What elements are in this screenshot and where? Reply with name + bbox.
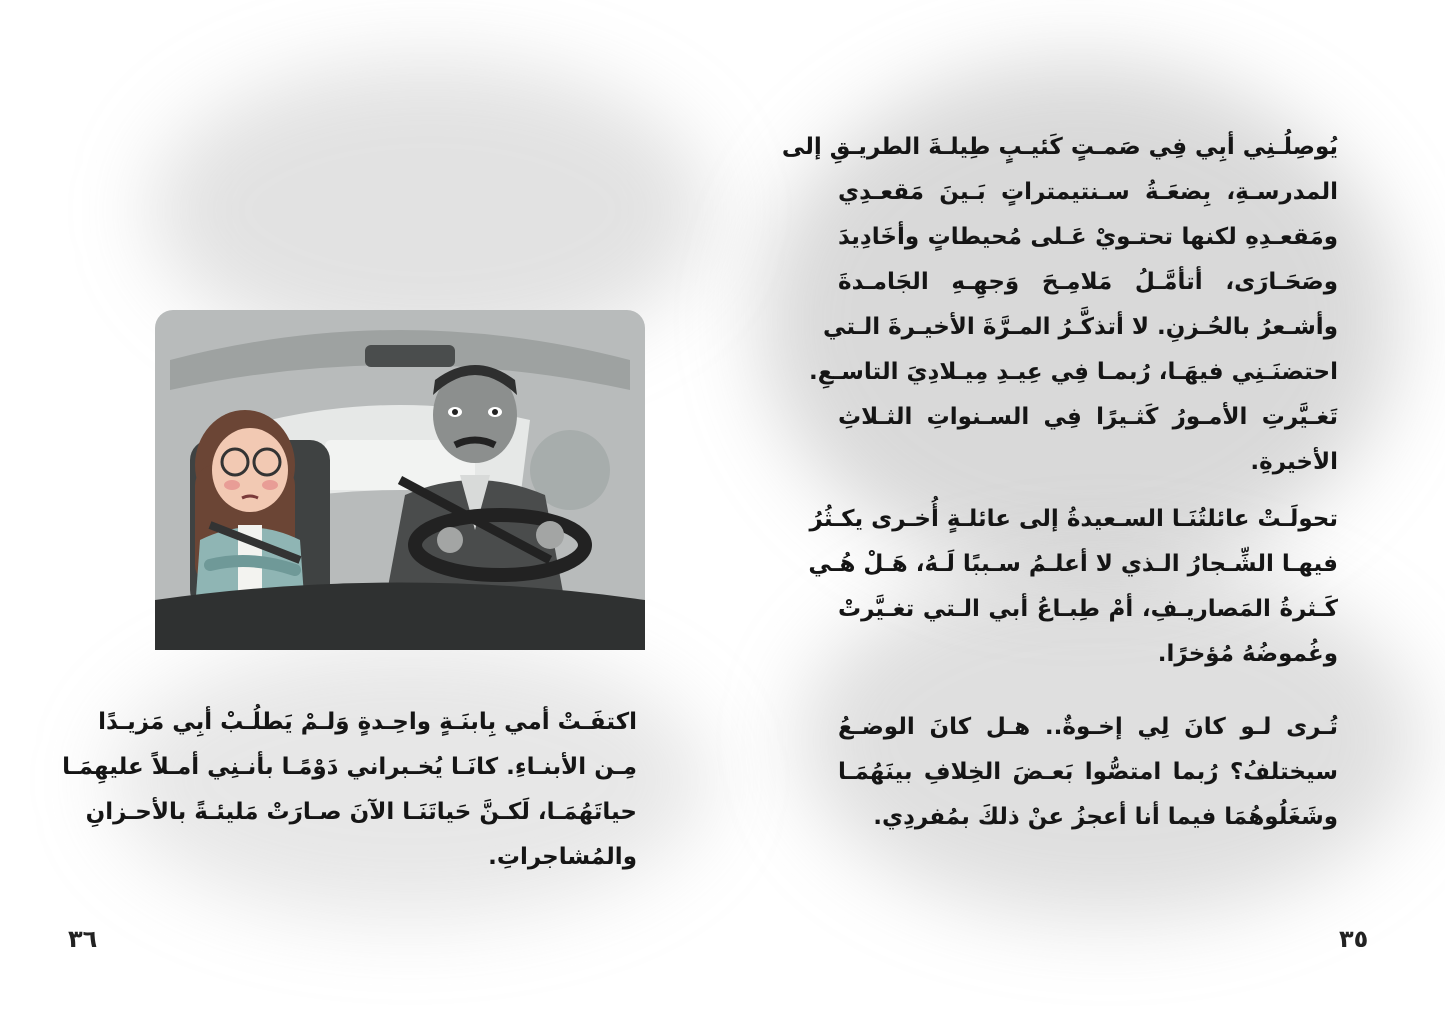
text-line: مِـن الأبنـاءِ. كانَـا يُخـبراني دَوْمًـا بأنـنِي أمـلاً عليهِمَـا <box>62 754 637 780</box>
text-line: احتضنَـنِي فيهَـا، رُبمـا فِي عِيـدِ مِيـلادِيَ التاسـعِ. <box>808 359 1338 385</box>
text-line: والمُشاجراتِ. <box>488 844 637 870</box>
text-line: الأخيرةِ. <box>1250 449 1338 475</box>
text-line: وشَغَلُوهُمَا فيما أنا أعجزُ عنْ ذلكَ بمُفردِي. <box>873 804 1338 830</box>
text-line: المدرسـةِ، بِضعَـةُ سـنتيمتراتٍ بَـينَ مَقعـدِي <box>838 179 1338 205</box>
text-line: وصَحَـارَى، أتأمَّـلُ مَلامِـحَ وَجهِـهِ الجَامـدةَ <box>838 269 1338 295</box>
text-line: وغُموضُهُ مُؤخرًا. <box>1157 641 1338 667</box>
right-paragraph-1 <box>781 125 1338 485</box>
right-paragraph-3 <box>838 705 1338 840</box>
text-line: وأشـعرُ بالحُـزنِ. لا أتذكَّـرُ المـرَّةَ الأخيـرةَ الـتي <box>823 314 1338 340</box>
text-line: يُوصِلُـنِي أبِي فِي صَمـتٍ كَئيـبٍ طِيلـةَ الطريـقِ إلى <box>781 134 1338 160</box>
left-paragraph-1 <box>62 700 637 880</box>
text-line: سيختلفُ؟ رُبما امتصُّوا بَعـضَ الخِلافِ بينَهُمَـا <box>838 759 1338 785</box>
right-page <box>722 0 1445 1025</box>
text-line: تحولَـتْ عائلتُنَـا السـعيدةُ إلى عائلـةٍ أُخـرى يكـثُرُ <box>809 506 1338 532</box>
text-line: تَغـيَّرتِ الأمـورُ كَثـيرًا فِي السـنواتِ الثـلاثِ <box>838 404 1338 430</box>
car-father-daughter-illustration <box>150 300 650 660</box>
text-line: كَـثرةُ المَصاريـفِ، أمْ طِبـاعُ أبي الـتي تغـيَّرتْ <box>838 596 1338 622</box>
page-number-left: ٣٦ <box>68 925 98 953</box>
text-line: حياتَهُمَـا، لَكـنَّ حَياتَنَـا الآنَ صـارَتْ مَليئـةً بالأحـزانِ <box>85 799 637 825</box>
right-paragraph-2 <box>808 497 1338 677</box>
text-line: ومَقعـدِهِ لكنها تحتـويْ عَـلى مُحيطاتٍ وأخَادِيدَ <box>838 224 1338 250</box>
page-number-right: ٣٥ <box>1339 925 1369 953</box>
text-line: فيهـا الشِّـجارُ الـذي لا أعلـمُ سـببًا لَـهُ، هَـلْ هُـي <box>808 551 1338 577</box>
text-line: اكتفَـتْ أمي بِابنَـةٍ واحِـدةٍ وَلـمْ يَطلُـبْ أبِي مَزيـدًا <box>98 709 637 735</box>
text-line: تُـرى لـو كانَ لِي إخـوةٌ.. هـل كانَ الوضـعُ <box>838 714 1338 740</box>
left-page <box>0 0 722 1025</box>
